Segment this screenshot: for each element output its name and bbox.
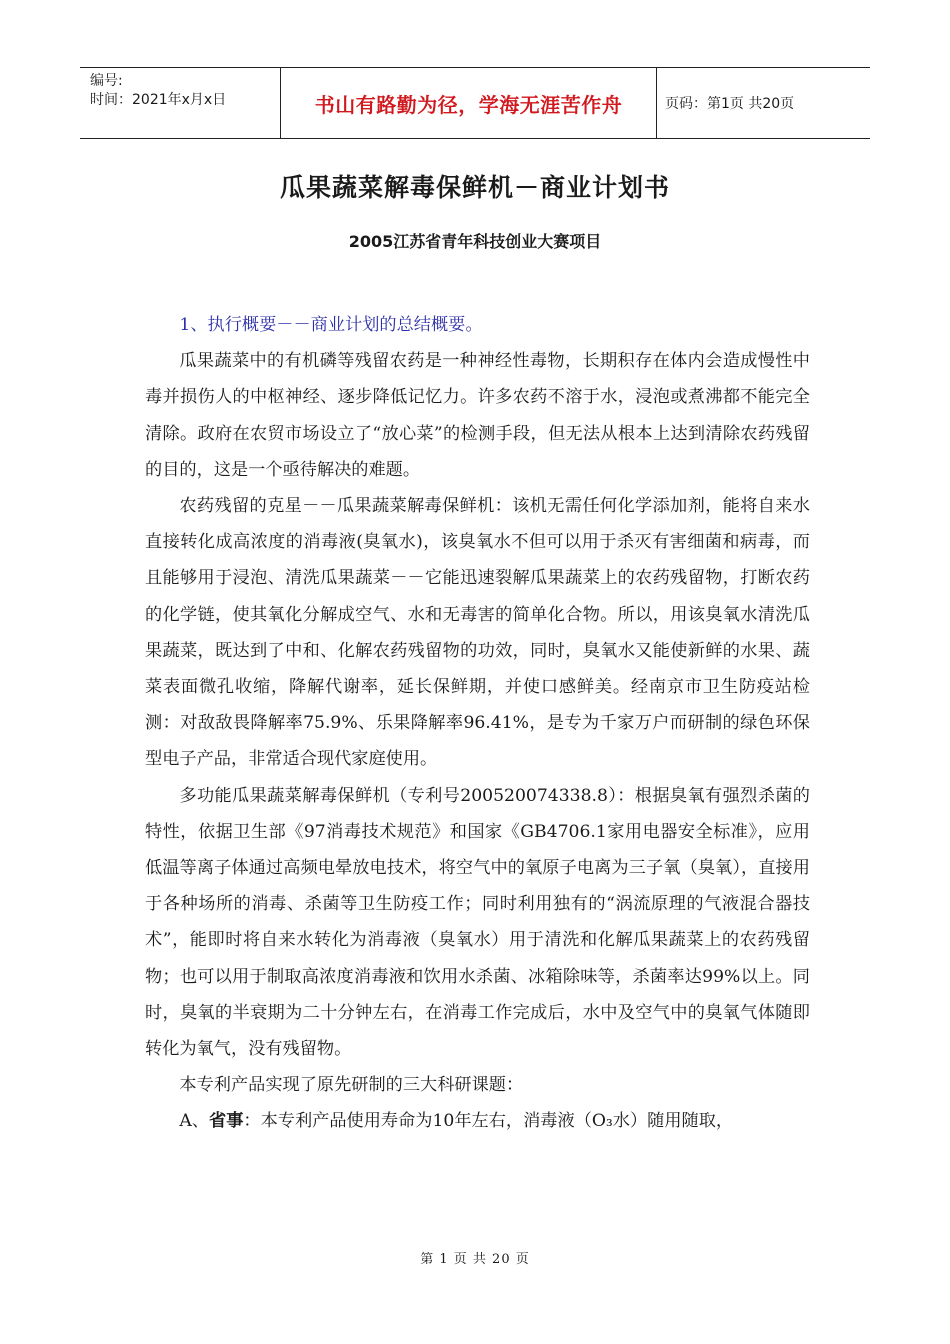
- paragraph: 农药残留的克星－－瓜果蔬菜解毒保鲜机：该机无需任何化学添加剂，能将自来水直接转化成高浓度的消毒液(臭氧水)，该臭氧水不但可以用于杀灭有害细菌和病毒，而且能够用于浸泡、清洗瓜果蔬菜－－它能迅速裂解瓜果蔬菜上的农药残留物，打断农药的化学链，使其氧化分解成空气、水和无毒害的简单化合物。所以，用该臭氧水清洗瓜果蔬菜，既达到了中和、化解农药残留物的功效，同时，臭氧水又能使新鲜的水果、蔬菜表面微孔收缩，降解代谢率，延长保鲜期，并使口感鲜美。经南京市卫生防疫站检测：对敌敌畏降解率75.9%、乐果降解率96.41%，是专为千家万户而研制的绿色环保型电子产品，非常适合现代家庭使用。: [145, 496, 810, 770]
- document-subtitle: 2005江苏省青年科技创业大赛项目: [348, 232, 602, 251]
- paragraph: 瓜果蔬菜中的有机磷等残留农药是一种神经性毒物，长期积存在体内会造成慢性中毒并损伤人的中枢神经、逐步降低记忆力。许多农药不溶于水，浸泡或煮沸都不能完全清除。政府在农贸市场设立了“放心菜”的检测手段，但无法从根本上达到清除农药残留的目的，这是一个亟待解决的难题。: [145, 351, 810, 480]
- item-prefix: A、: [179, 1111, 209, 1132]
- page-footer: 第 1 页 共 20 页: [420, 1252, 530, 1267]
- page-header: [80, 67, 870, 139]
- section-heading: 1、执行概要－－商业计划的总结概要。: [179, 315, 483, 335]
- header-page-info: 页码：第1页 共20页: [665, 96, 795, 112]
- item-keyword: 省事: [209, 1111, 244, 1132]
- header-motto: 书山有路勤为径，学海无涯苦作舟: [280, 68, 657, 138]
- time-label: 时间：2021年x月x日: [90, 92, 227, 108]
- document-title: 瓜果蔬菜解毒保鲜机－商业计划书: [279, 173, 670, 202]
- header-meta: [80, 68, 280, 138]
- document-body: [145, 307, 810, 1140]
- paragraph: 本专利产品实现了原先研制的三大科研课题：: [179, 1075, 524, 1096]
- paragraph: 多功能瓜果蔬菜解毒保鲜机（专利号200520074338.8）：根据臭氧有强烈杀菌的特性，依据卫生部《97消毒技术规范》和国家《GB4706.1家用电器安全标准》，应用低温等离子体通过高频电晕放电技术，将空气中的氧原子电离为三子氧（臭氧），直接用于各种场所的消毒、杀菌等卫生防疫工作；同时利用独有的“涡流原理的气液混合器技术”，能即时将自来水转化为消毒液（臭氧水）用于清洗和化解瓜果蔬菜上的农药残留物；也可以用于制取高浓度消毒液和饮用水杀菌、冰箱除味等，杀菌率达99%以上。同时，臭氧的半衰期为二十分钟左右，在消毒工作完成后，水中及空气中的臭氧气体随即转化为氧气，没有残留物。: [145, 785, 810, 1060]
- list-item: [145, 1103, 810, 1139]
- number-label: 编号:: [90, 73, 123, 89]
- item-text: ：本专利产品使用寿命为10年左右，消毒液（O₃水）随用随取，: [243, 1111, 734, 1132]
